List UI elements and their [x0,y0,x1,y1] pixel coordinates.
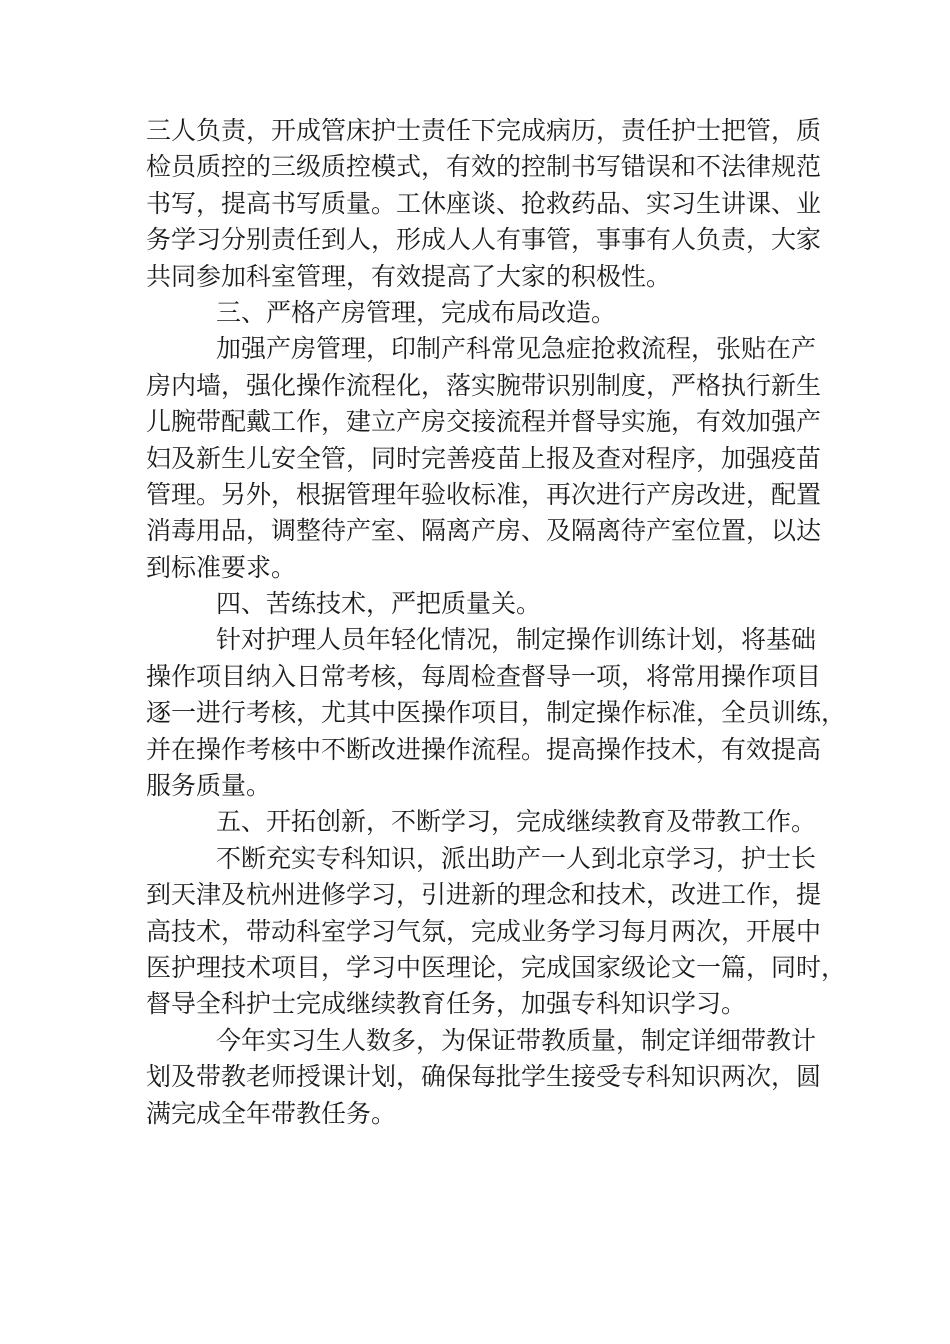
text-line: 房内墙，强化操作流程化，落实腕带识别制度，严格执行新生 [146,370,822,400]
text-line: 不断充实专科知识，派出助产一人到北京学习，护士长 [216,843,817,873]
text-line: 儿腕带配戴工作，建立产房交接流程并督导实施，有效加强产 [146,407,822,437]
text-line: 满完成全年带教任务。 [146,1098,397,1128]
text-line: 加强产房管理，印制产科常见急症抢救流程，张贴在产 [216,334,817,364]
text-line: 服务质量。 [146,771,272,801]
section-heading [146,295,806,331]
text-line: 今年实习生人数多，为保证带教质量，制定详细带教计 [216,1025,817,1055]
text-line: 三、严格产房管理，完成布局改造。 [216,297,617,327]
text-line: 妇及新生儿安全管，同时完善疫苗上报及查对程序，加强疫苗 [146,443,822,473]
text-line: 到天津及杭州进修学习，引进新的理念和技术，改进工作，提 [146,880,822,910]
text-line: 高技术，带动科室学习气氛，完成业务学习每月两次，开展中 [146,916,822,946]
text-line: 书写，提高书写质量。工休座谈、抢救药品、实习生讲课、业 [146,188,822,218]
text-line: 针对护理人员年轻化情况，制定操作训练计划，将基础 [216,625,817,655]
text-line: 并在操作考核中不断改进操作流程。提高操作技术，有效提高 [146,734,822,764]
text-line: 消毒用品，调整待产室、隔离产房、及隔离待产室位置，以达 [146,516,822,546]
text-line: 到标准要求。 [146,552,297,582]
text-line: 操作项目纳入日常考核，每周检查督导一项，将常用操作项目 [146,661,822,691]
body-paragraph [146,1023,822,1132]
section-heading [146,804,817,840]
text-line: 逐一进行考核，尤其中医操作项目，制定操作标准，全员训练， [146,698,847,728]
text-line: 管理。另外，根据管理年验收标准，再次进行产房改进，配置 [146,479,822,509]
text-line: 督导全科护士完成继续教育任务，加强专科知识学习。 [146,989,747,1019]
text-line: 检员质控的三级质控模式，有效的控制书写错误和不法律规范 [146,152,822,182]
body-paragraph [146,841,847,1023]
document-body [146,113,847,1132]
body-paragraph [146,622,847,804]
text-line: 医护理技术项目，学习中医理论，完成国家级论文一篇，同时， [146,952,847,982]
body-paragraph [146,331,822,586]
text-line: 共同参加科室管理，有效提高了大家的积极性。 [146,261,672,291]
section-heading [146,586,806,622]
text-line: 划及带教老师授课计划，确保每批学生接受专科知识两次，圆 [146,1062,822,1092]
text-line: 四、苦练技术，严把质量关。 [216,589,542,619]
text-line: 五、开拓创新，不断学习，完成继续教育及带教工作。 [216,807,817,837]
text-line: 务学习分别责任到人，形成人人有事管，事事有人负责，大家 [146,225,822,255]
body-paragraph [146,113,822,295]
text-line: 三人负责，开成管床护士责任下完成病历，责任护士把管，质 [146,116,822,145]
